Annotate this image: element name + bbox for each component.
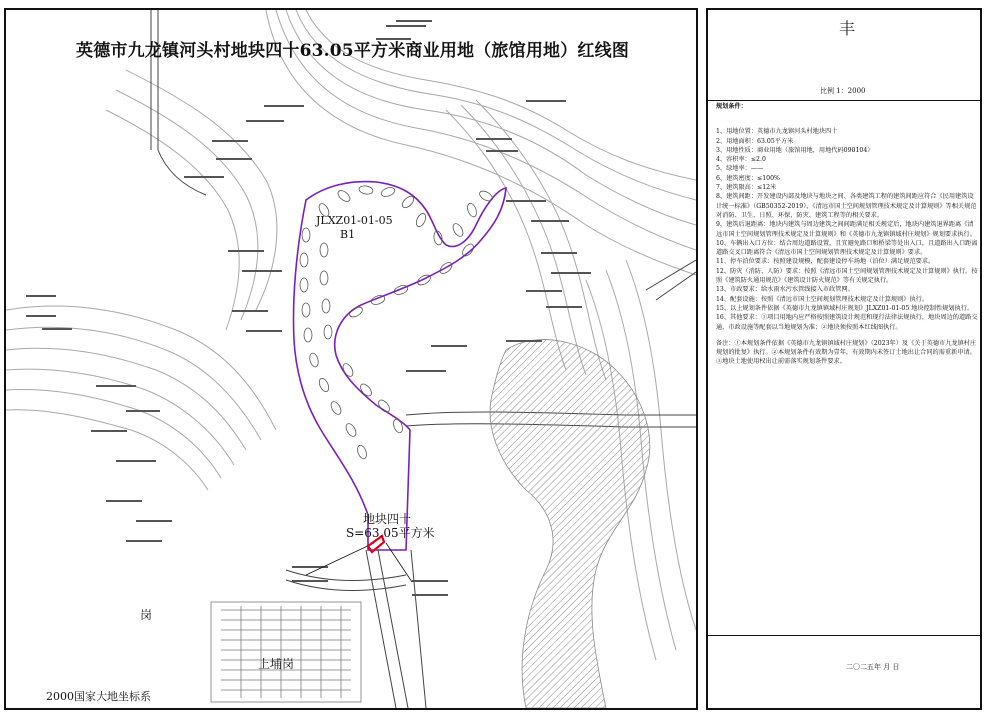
place-shangpugang: 上埔岗 [258,657,295,671]
conditions-list [716,127,978,332]
condition-item: 5、绿地率：—— [716,165,764,173]
map-title: 英德市九龙镇河头村地块四十63.05平方米商业用地（旅馆用地）红线图 [76,41,630,61]
condition-item: 3、用地性质：商业用地（旅馆用地，用地代码090104） [716,146,874,154]
purple-outline [294,182,507,550]
condition-item: 13、市政要求：给水雨水污水管线接入市政管网。 [716,286,854,294]
condition-item: 6、建筑密度：≤100% [716,174,780,182]
divider [708,635,980,636]
hill-hatch [490,340,650,708]
leader-lines [306,543,412,582]
condition-item: 14、配套设施：按照《清远市国土空间规划管理技术规定及计算规则》执行。 [716,295,929,303]
survey-points [26,20,591,596]
map-drawing [6,10,696,708]
sign-date: 二〇二五年 月 日 [846,663,900,671]
north-arrow-icon: 丰 [838,19,855,38]
condition-item: 8、建筑间距：开发建设内部及地块与地块之间、各类建筑工程的建筑间距应符合《民用建筑设计统一标准》（GB50352-2019）、《清远市国土空间规划管理技术规定及计算规则》等相关规范对消防、卫生、日照、环保、防灾、建筑工程等的相关要求。 [716,193,977,219]
conditions-heading: 规划条件： [716,103,747,110]
map-frame [4,8,698,710]
conditions-panel [706,8,982,710]
condition-item: 10、车辆出入口方位：结合周边道路设置，且宜避免路口和桥梁等处出入口，且道路出入口距离道路交叉口距离符合《清远市国土空间规划管理技术规定及计算规则》要求。 [716,239,978,257]
condition-item: 15、以上规划条件依据《英德市九龙镇镇域村庄规划》JLXZ01-01-05 地块控制性规划执行。 [716,304,974,312]
remark-text: 备注：①本规划条件依据《英德市九龙镇镇域村庄规划》（2023年）及《关于英德市九龙镇村庄规划的批复》执行。②本规划条件有效期为壹年，有效期内未签订土地出让合同的需重新申请。③地块土地使用权出让前需落实规划条件要求。 [716,339,977,366]
coordinate-system: 2000国家大地坐标系 [46,690,151,703]
village-buildings [211,602,361,702]
scale-label: 比例 1：2000 [820,87,866,95]
plot-label-name: 地块四十 [363,512,412,526]
planning-conditions [716,102,978,367]
condition-item: 9、建筑后退距离：地块内建筑与周边建筑之间间距满足相关规定后，地块内建筑退界距离《清远市国土空间规划管理技术规定及计算规则》和《英德市九龙镇镇域村庄规划》规划要求执行。 [716,221,976,238]
condition-item: 4、容积率：≤2.0 [716,156,766,164]
condition-item: 11、停车泊位要求：按照建设规模，配套建设停车场地（泊位）满足规范要求。 [716,258,935,266]
condition-item: 7、建筑限高：≤12米 [716,184,777,192]
block-code: JLXZ01-01-05 [316,214,393,227]
plot-label-area: S=63.05平方米 [346,526,435,540]
place-gang: 岗 [140,608,153,622]
condition-item: 12、防灾（消防、人防）要求：按照《清远市国土空间规划管理技术规定及计算规则》执行。按照《建筑防火通用规范》《建筑设计防火规范》等有关规定执行。 [716,267,978,285]
condition-item: 16、其他要求：①项目用地内应严格按照建筑设计规范和现行法律法规执行，地块周边的道路交通、市政设施等配套以当地规划为准；②地块须按照本红线图执行。 [716,314,978,331]
road-south [286,550,426,708]
condition-item: 2、用地面积：63.05平方米 [716,137,794,145]
block-code-sub: B1 [340,228,356,241]
divider [708,100,980,101]
condition-item: 1、用地位置：英德市九龙镇河头村地块四十 [716,128,838,136]
